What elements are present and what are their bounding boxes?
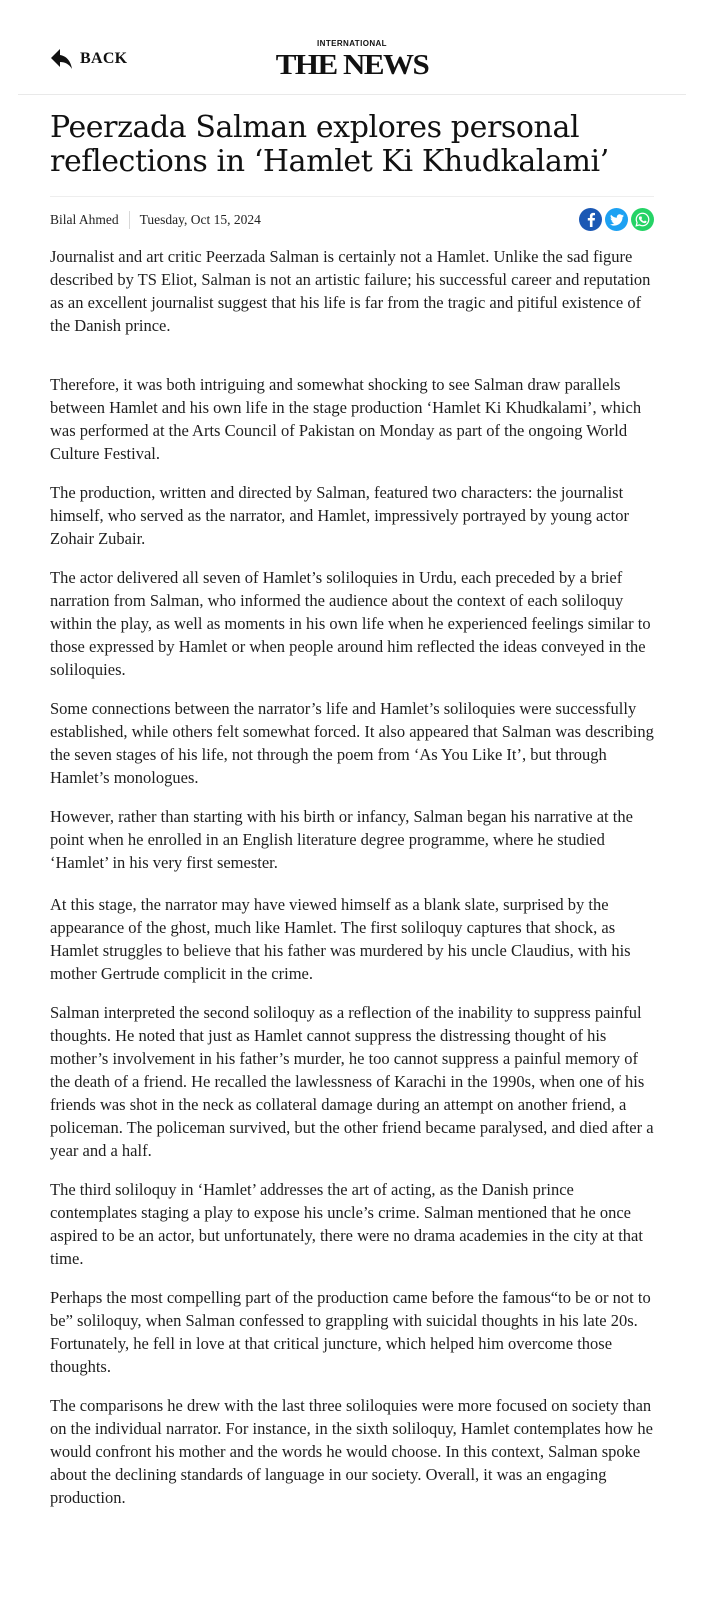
author-name[interactable]: Bilal Ahmed (50, 211, 130, 229)
site-logo[interactable] (276, 40, 429, 80)
facebook-share-button[interactable] (579, 208, 602, 231)
twitter-share-button[interactable] (605, 208, 628, 231)
share-buttons (579, 208, 654, 231)
back-button[interactable] (50, 48, 127, 70)
article-paragraph: Some connections between the narrator’s life and Hamlet’s soliloquies were successfully established, while others felt somewhat forced. It also appeared that Salman was describing the seven stages of his life, not through the poem from ‘As You Like It’, but through Hamlet’s monologues. (50, 699, 654, 787)
back-arrow-icon (50, 48, 74, 70)
article-meta (50, 196, 654, 243)
logo-international-text: INTERNATIONAL (317, 39, 387, 48)
whatsapp-share-button[interactable] (631, 208, 654, 231)
article-paragraph: The actor delivered all seven of Hamlet’s soliloquies in Urdu, each preceded by a brief narration from Salman, who informed the audience about the context of each soliloquy within the play, as well as moments in his own life when he experienced feelings similar to those expressed by Hamlet or when people around him reflected the ideas conveyed in the soliloquies. (50, 568, 651, 679)
article (0, 111, 704, 1509)
logo-the-news-text: THE NEWS (275, 48, 429, 81)
whatsapp-icon (635, 212, 650, 227)
article-paragraph: However, rather than starting with his birth or infancy, Salman began his narrative at the point when he enrolled in an English literature degree programme, where he studied ‘Hamlet’ in his very first semester. (50, 807, 633, 872)
article-body (50, 245, 654, 1509)
article-paragraph: Therefore, it was both intriguing and somewhat shocking to see Salman draw parallels between Hamlet and his own life in the stage production ‘Hamlet Ki Khudkalami’, which was performed at the Arts Council of Pakistan on Monday as part of the ongoing World Culture Festival. (50, 375, 642, 463)
article-paragraph: The comparisons he drew with the last three soliloquies were more focused on society than on the individual narrator. For instance, in the sixth soliloquy, Hamlet contemplates how he would confront his mother and the words he would choose. In this context, Salman spoke about the declining standards of language in our society. Overall, it was an engaging production. (50, 1396, 653, 1507)
publish-date: Tuesday, Oct 15, 2024 (139, 212, 261, 227)
article-paragraph: The production, written and directed by Salman, featured two characters: the journalist himself, who served as the narrator, and Hamlet, impressively portrayed by young actor Zohair Zubair. (50, 483, 629, 548)
article-paragraph: Salman interpreted the second soliloquy as a reflection of the inability to suppress painful thoughts. He noted that just as Hamlet cannot suppress the distressing thought of his mother’s involvement in his father’s murder, he too cannot suppress a painful memory of the death of a friend. He recalled the lawlessness of Karachi in the 1990s, when one of his friends was shot in the neck as collateral damage during an attempt on another friend, a policeman. The policeman survived, but the other friend became paralysed, and died after a year and a half. (50, 1003, 654, 1160)
site-header (18, 0, 686, 95)
twitter-icon (610, 214, 624, 226)
article-paragraph: The third soliloquy in ‘Hamlet’ addresses the art of acting, as the Danish prince contemplates staging a play to expose his uncle’s crime. Salman mentioned that he once aspired to be an actor, but unfortunately, there were no drama academies in the city at that time. (50, 1180, 643, 1268)
facebook-icon (586, 212, 596, 227)
article-paragraph: Journalist and art critic Peerzada Salman is certainly not a Hamlet. Unlike the sad figure described by TS Eliot, Salman is not an artistic failure; his successful career and reputation as an excellent journalist suggest that his life is far from the tragic and pitiful existence of the Danish prince. (50, 247, 651, 335)
article-paragraph: At this stage, the narrator may have viewed himself as a blank slate, surprised by the appearance of the ghost, much like Hamlet. The first soliloquy captures that shock, as Hamlet struggles to believe that his father was murdered by his uncle Claudius, with his mother Gertrude complicit in the crime. (50, 895, 631, 983)
back-label: BACK (80, 50, 128, 67)
article-title: Peerzada Salman explores personal reflections in ‘Hamlet Ki Khudkalami’ (50, 110, 609, 179)
article-paragraph: Perhaps the most compelling part of the production came before the famous“to be or not to be” soliloquy, when Salman confessed to grappling with suicidal thoughts in his late 20s. Fortunately, he fell in love at that critical juncture, which helped him overcome those thoughts. (50, 1288, 651, 1376)
